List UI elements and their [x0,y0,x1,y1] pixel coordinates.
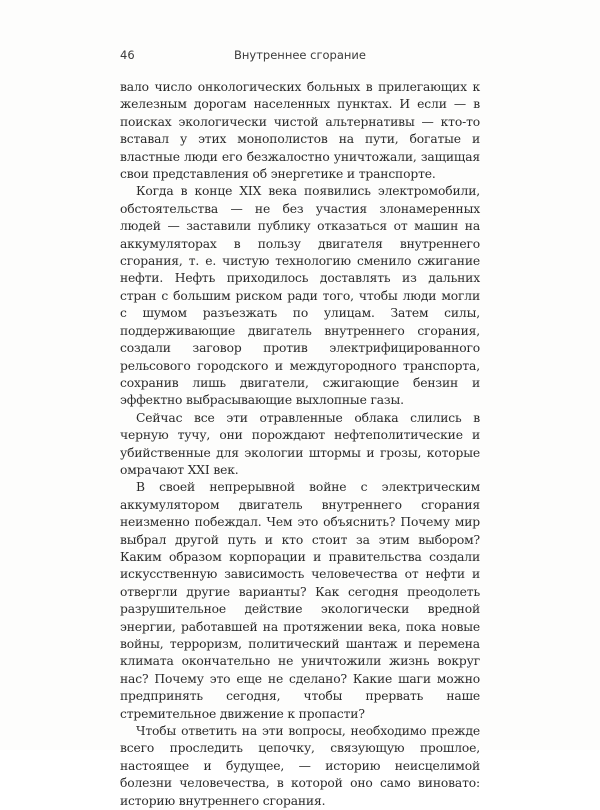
paragraph: Когда в конце XIX века появились электромобили, обстоятельства — не без участия злонамеренных людей — заставили публику отказаться от машин на аккумуляторах в пользу двигателя внутреннего сгорания, т. е. чистую технологию сменило сжигание нефти. Нефть приходилось доставлять из дальних стран с большим риском ради того, чтобы люди могли с шумом разъезжать по улицам. Затем силы, поддерживающие двигатель внутреннего сгорания, создали заговор против электрифицированного рельсового городского и междугородного транспорта, сохранив лишь двигатели, сжигающие бензин и эффектно выбрасывающие выхлопные газы. [120,184,480,408]
page-number: 46 [120,48,135,62]
paragraph: Сейчас все эти отравленные облака слились в черную тучу, они порождают нефтеполитические и убийственные для экологии штормы и грозы, которые омрачают XXI век. [120,410,480,477]
running-title: Внутреннее сгорание [234,48,366,62]
running-head [120,48,480,64]
paragraph-continued: вало число онкологических больных в прилегающих к железным дорогам населенных пунктах. И если — в поисках экологически чистой альтернативы — кто-то вставал у этих монополистов на пути, богатые и властные люди его безжалостно уничтожали, защищая свои представления об энергетике и транспорте. [120,80,480,182]
paragraph: Чтобы ответить на эти вопросы, необходимо прежде всего проследить цепочку, связующую прошлое, настоящее и будущее, — историю неисцелимой болезни человечества, в которой оно само виновато: историю внутреннего сгорания. [120,724,480,808]
paragraph: В своей непрерывной войне с электрическим аккумулятором двигатель внутреннего сгорания неизменно побеждал. Чем это объяснить? Почему мир выбрал другой путь и кто стоит за этим выбором? Каким образом корпорации и правительства создали искусственную зависимость человечества от нефти и отвергли другие варианты? Как сегодня преодолеть разрушительное действие экологически вредной энергии, работавшей на протяжении века, пока новые войны, терроризм, политический шантаж и перемена климата окончательно не уничтожили жизнь вокруг нас? Почему это еще не сделано? Какие шаги можно предпринять сегодня, чтобы прервать наше стремительное движение к пропасти? [120,480,480,721]
body-text [120,79,480,810]
